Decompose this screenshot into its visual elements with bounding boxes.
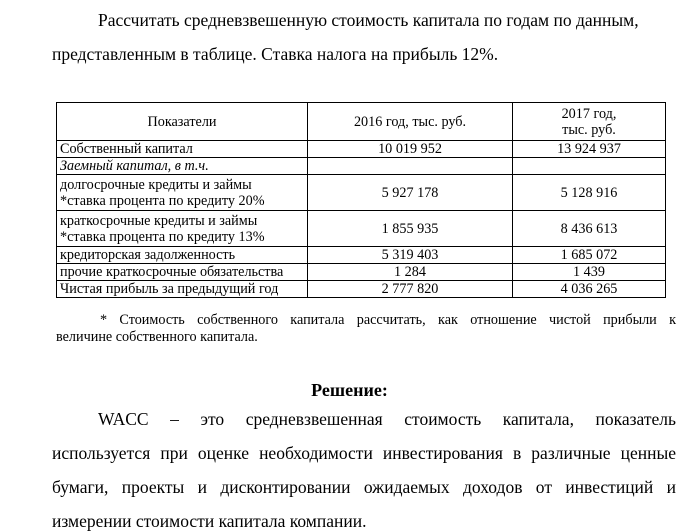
footnote-line-2: величине собственного капитала. bbox=[56, 329, 258, 345]
row-value-2017: 1 685 072 bbox=[513, 247, 666, 264]
row-label: Чистая прибыль за предыдущий год bbox=[57, 281, 308, 298]
table-row bbox=[57, 158, 666, 175]
row-value-2016: 1 855 935 bbox=[308, 211, 513, 247]
table-row bbox=[57, 175, 666, 211]
row-label: прочие краткосрочные обязательства bbox=[57, 264, 308, 281]
header-2017 bbox=[513, 103, 666, 141]
row-label-line2: *ставка процента по кредиту 20% bbox=[60, 192, 265, 209]
body-line-3: бумаги, проекты и дисконтировании ожидаемых доходов от инвестиций и bbox=[52, 477, 676, 497]
row-value-2016: 2 777 820 bbox=[308, 281, 513, 298]
table-row bbox=[57, 247, 666, 264]
header-indicator: Показатели bbox=[57, 103, 308, 141]
row-value-2017: 13 924 937 bbox=[513, 141, 666, 158]
solution-heading: Решение: bbox=[311, 380, 388, 400]
table-row bbox=[57, 211, 666, 247]
row-value-2017: 1 439 bbox=[513, 264, 666, 281]
table-row bbox=[57, 264, 666, 281]
row-value-2016: 1 284 bbox=[308, 264, 513, 281]
body-line-1: WACC – это средневзвешенная стоимость капитала, показатель bbox=[98, 409, 676, 429]
row-value-2017: 4 036 265 bbox=[513, 281, 666, 298]
row-label bbox=[57, 211, 308, 247]
table-row bbox=[57, 141, 666, 158]
footnote-line-1: * Стоимость собственного капитала рассчитать, как отношение чистой прибыли к bbox=[100, 312, 676, 328]
row-label-line2: *ставка процента по кредиту 13% bbox=[60, 228, 265, 245]
body-line-2: используется при оценке необходимости инвестирования в различные ценные bbox=[52, 443, 676, 463]
table-row bbox=[57, 281, 666, 298]
row-value-2017: 5 128 916 bbox=[513, 175, 666, 211]
row-label: Собственный капитал bbox=[57, 141, 308, 158]
row-label bbox=[57, 175, 308, 211]
body-line-4: измерении стоимости капитала компании. bbox=[52, 511, 367, 531]
header-2016: 2016 год, тыс. руб. bbox=[308, 103, 513, 141]
table-header-row bbox=[57, 103, 666, 141]
row-value-2017 bbox=[513, 158, 666, 175]
row-value-2017: 8 436 613 bbox=[513, 211, 666, 247]
row-label: Заемный капитал, в т.ч. bbox=[57, 158, 308, 175]
row-label-line1: краткосрочные кредиты и займы bbox=[60, 212, 258, 229]
header-2017-line2: тыс. руб. bbox=[562, 121, 616, 138]
row-value-2016: 5 927 178 bbox=[308, 175, 513, 211]
row-label: кредиторская задолженность bbox=[57, 247, 308, 264]
intro-line-2: представленным в таблице. Ставка налога на прибыль 12%. bbox=[52, 44, 499, 64]
intro-line-1: Рассчитать средневзвешенную стоимость капитала по годам по данным, bbox=[98, 10, 639, 30]
header-2017-line1: 2017 год, bbox=[561, 105, 617, 122]
row-label-line1: долгосрочные кредиты и займы bbox=[60, 176, 252, 193]
row-value-2016: 5 319 403 bbox=[308, 247, 513, 264]
row-value-2016: 10 019 952 bbox=[308, 141, 513, 158]
row-value-2016 bbox=[308, 158, 513, 175]
capital-table bbox=[56, 102, 666, 298]
